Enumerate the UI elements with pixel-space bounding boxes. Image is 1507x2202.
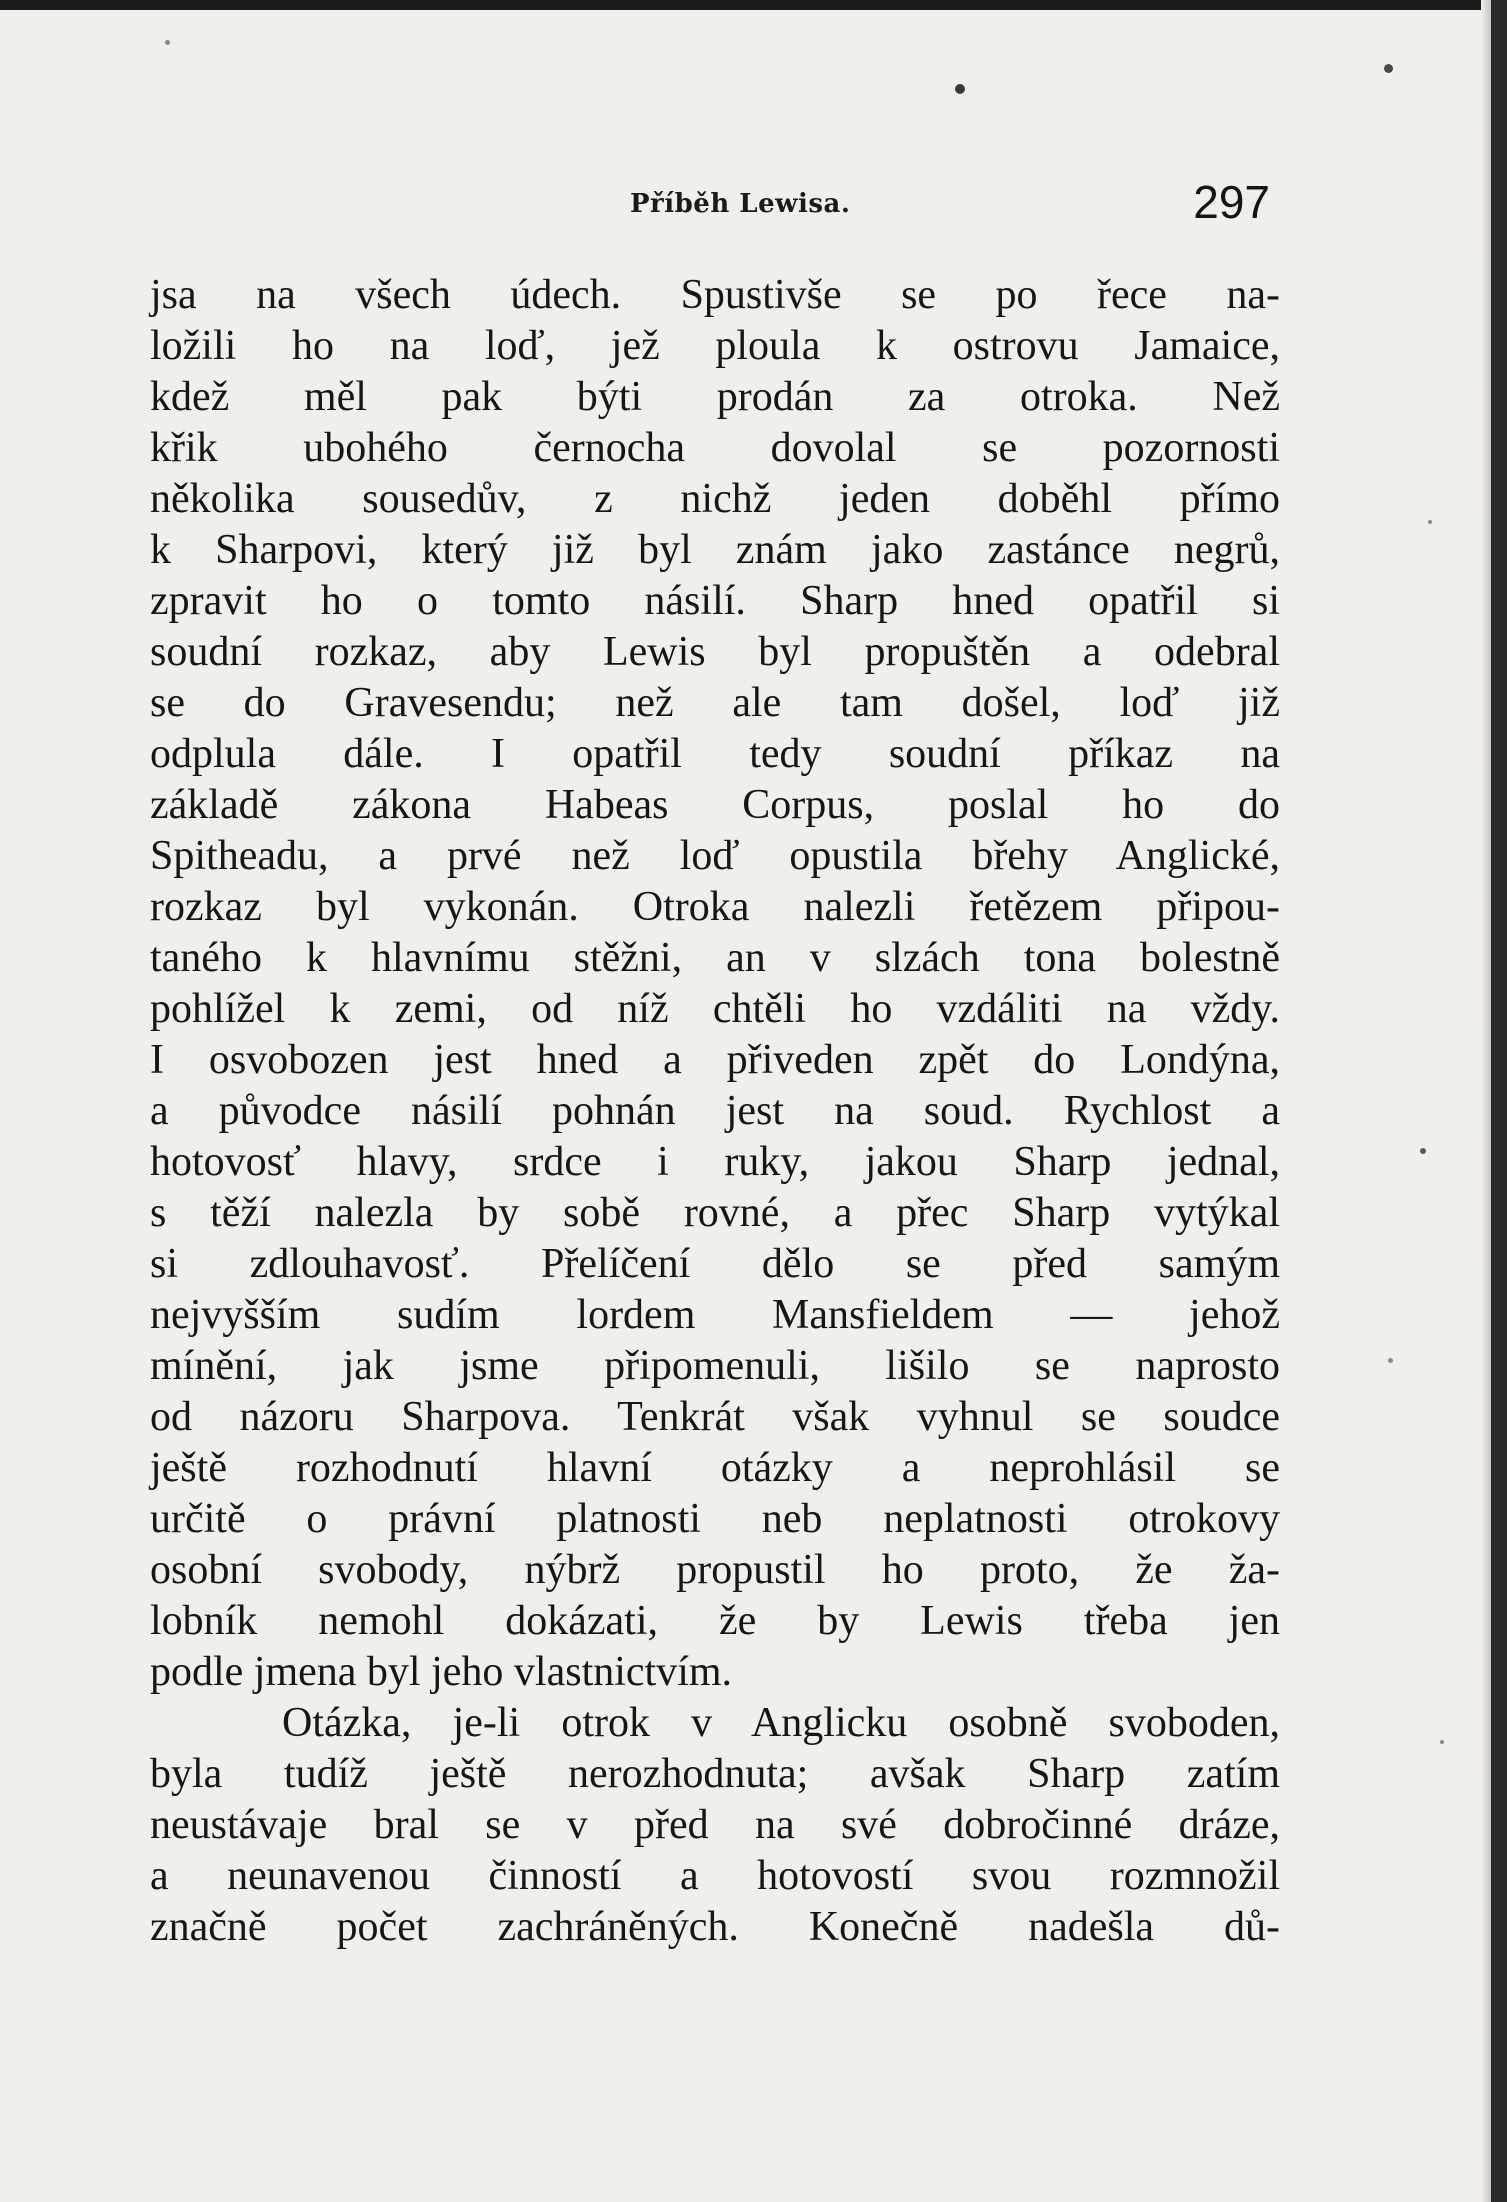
text-line: I osvobozen jest hned a přiveden zpět do Londýna, (150, 1037, 1280, 1083)
text-line: k Sharpovi, který již byl znám jako zastánce negrů, (150, 527, 1280, 573)
text-line: hotovosť hlavy, srdce i ruky, jakou Sharp jednal, (150, 1139, 1280, 1185)
text-line: soudní rozkaz, aby Lewis byl propuštěn a odebral (150, 629, 1280, 675)
text-line: základě zákona Habeas Corpus, poslal ho do (150, 782, 1280, 828)
text-line: odplula dále. I opatřil tedy soudní příkaz na (150, 731, 1280, 777)
text-line: rozkaz byl vykonán. Otroka nalezli řetězem připou- (150, 884, 1280, 930)
text-line: nejvyšším sudím lordem Mansfieldem — jehož (150, 1292, 1280, 1338)
text-line: značně počet zachráněných. Konečně nadešla dů- (150, 1904, 1280, 1950)
text-line: s těží nalezla by sobě rovné, a přec Sharp vytýkal (150, 1190, 1280, 1236)
text-line: zpravit ho o tomto násilí. Sharp hned opatřil si (150, 578, 1280, 624)
text-line: se do Gravesendu; než ale tam došel, loď již (150, 680, 1280, 726)
paragraph-2 (150, 1698, 1280, 1953)
page-shadow (1481, 0, 1491, 2202)
text-line: několika sousedův, z nichž jeden doběhl přímo (150, 476, 1280, 522)
text-line: křik ubohého černocha dovolal se pozornosti (150, 425, 1280, 471)
scan-top-edge (0, 0, 1507, 10)
page-header (150, 175, 1270, 235)
scan-right-edge (1491, 0, 1507, 2202)
text-line: si zdlouhavosť. Přelíčení dělo se před samým (150, 1241, 1280, 1287)
text-line: určitě o právní platnosti neb neplatnosti otrokovy (150, 1496, 1280, 1542)
text-line: jsa na všech údech. Spustivše se po řece na- (150, 272, 1280, 318)
running-title: Příběh Lewisa. (630, 189, 851, 219)
text-line: lobník nemohl dokázati, že by Lewis třeba jen (150, 1598, 1280, 1644)
text-line: ložili ho na loď, jež ploula k ostrovu Jamaice, (150, 323, 1280, 369)
text-line: taného k hlavnímu stěžni, an v slzách tona bolestně (150, 935, 1280, 981)
text-line: podle jmena byl jeho vlastnictvím. (150, 1649, 733, 1695)
text-line: Otázka, je-li otrok v Anglicku osobně svoboden, (282, 1700, 1280, 1746)
text-line: od názoru Sharpova. Tenkrát však vyhnul se soudce (150, 1394, 1280, 1440)
text-line: ještě rozhodnutí hlavní otázky a neprohlásil se (150, 1445, 1280, 1491)
text-line: mínění, jak jsme připomenuli, lišilo se naprosto (150, 1343, 1280, 1389)
page-number: 297 (1193, 176, 1270, 228)
text-line: neustávaje bral se v před na své dobročinné dráze, (150, 1802, 1280, 1848)
page-body (150, 270, 1280, 1953)
text-line: osobní svobody, nýbrž propustil ho proto, že ža- (150, 1547, 1280, 1593)
paragraph-1 (150, 270, 1280, 1698)
text-line: a neunavenou činností a hotovostí svou rozmnožil (150, 1853, 1280, 1899)
text-line: kdež měl pak býti prodán za otroka. Než (150, 374, 1280, 420)
text-line: a původce násilí pohnán jest na soud. Rychlost a (150, 1088, 1280, 1134)
text-line: byla tudíž ještě nerozhodnuta; avšak Sharp zatím (150, 1751, 1280, 1797)
text-line: pohlížel k zemi, od níž chtěli ho vzdáliti na vždy. (150, 986, 1280, 1032)
text-line: Spitheadu, a prvé než loď opustila břehy Anglické, (150, 833, 1280, 879)
